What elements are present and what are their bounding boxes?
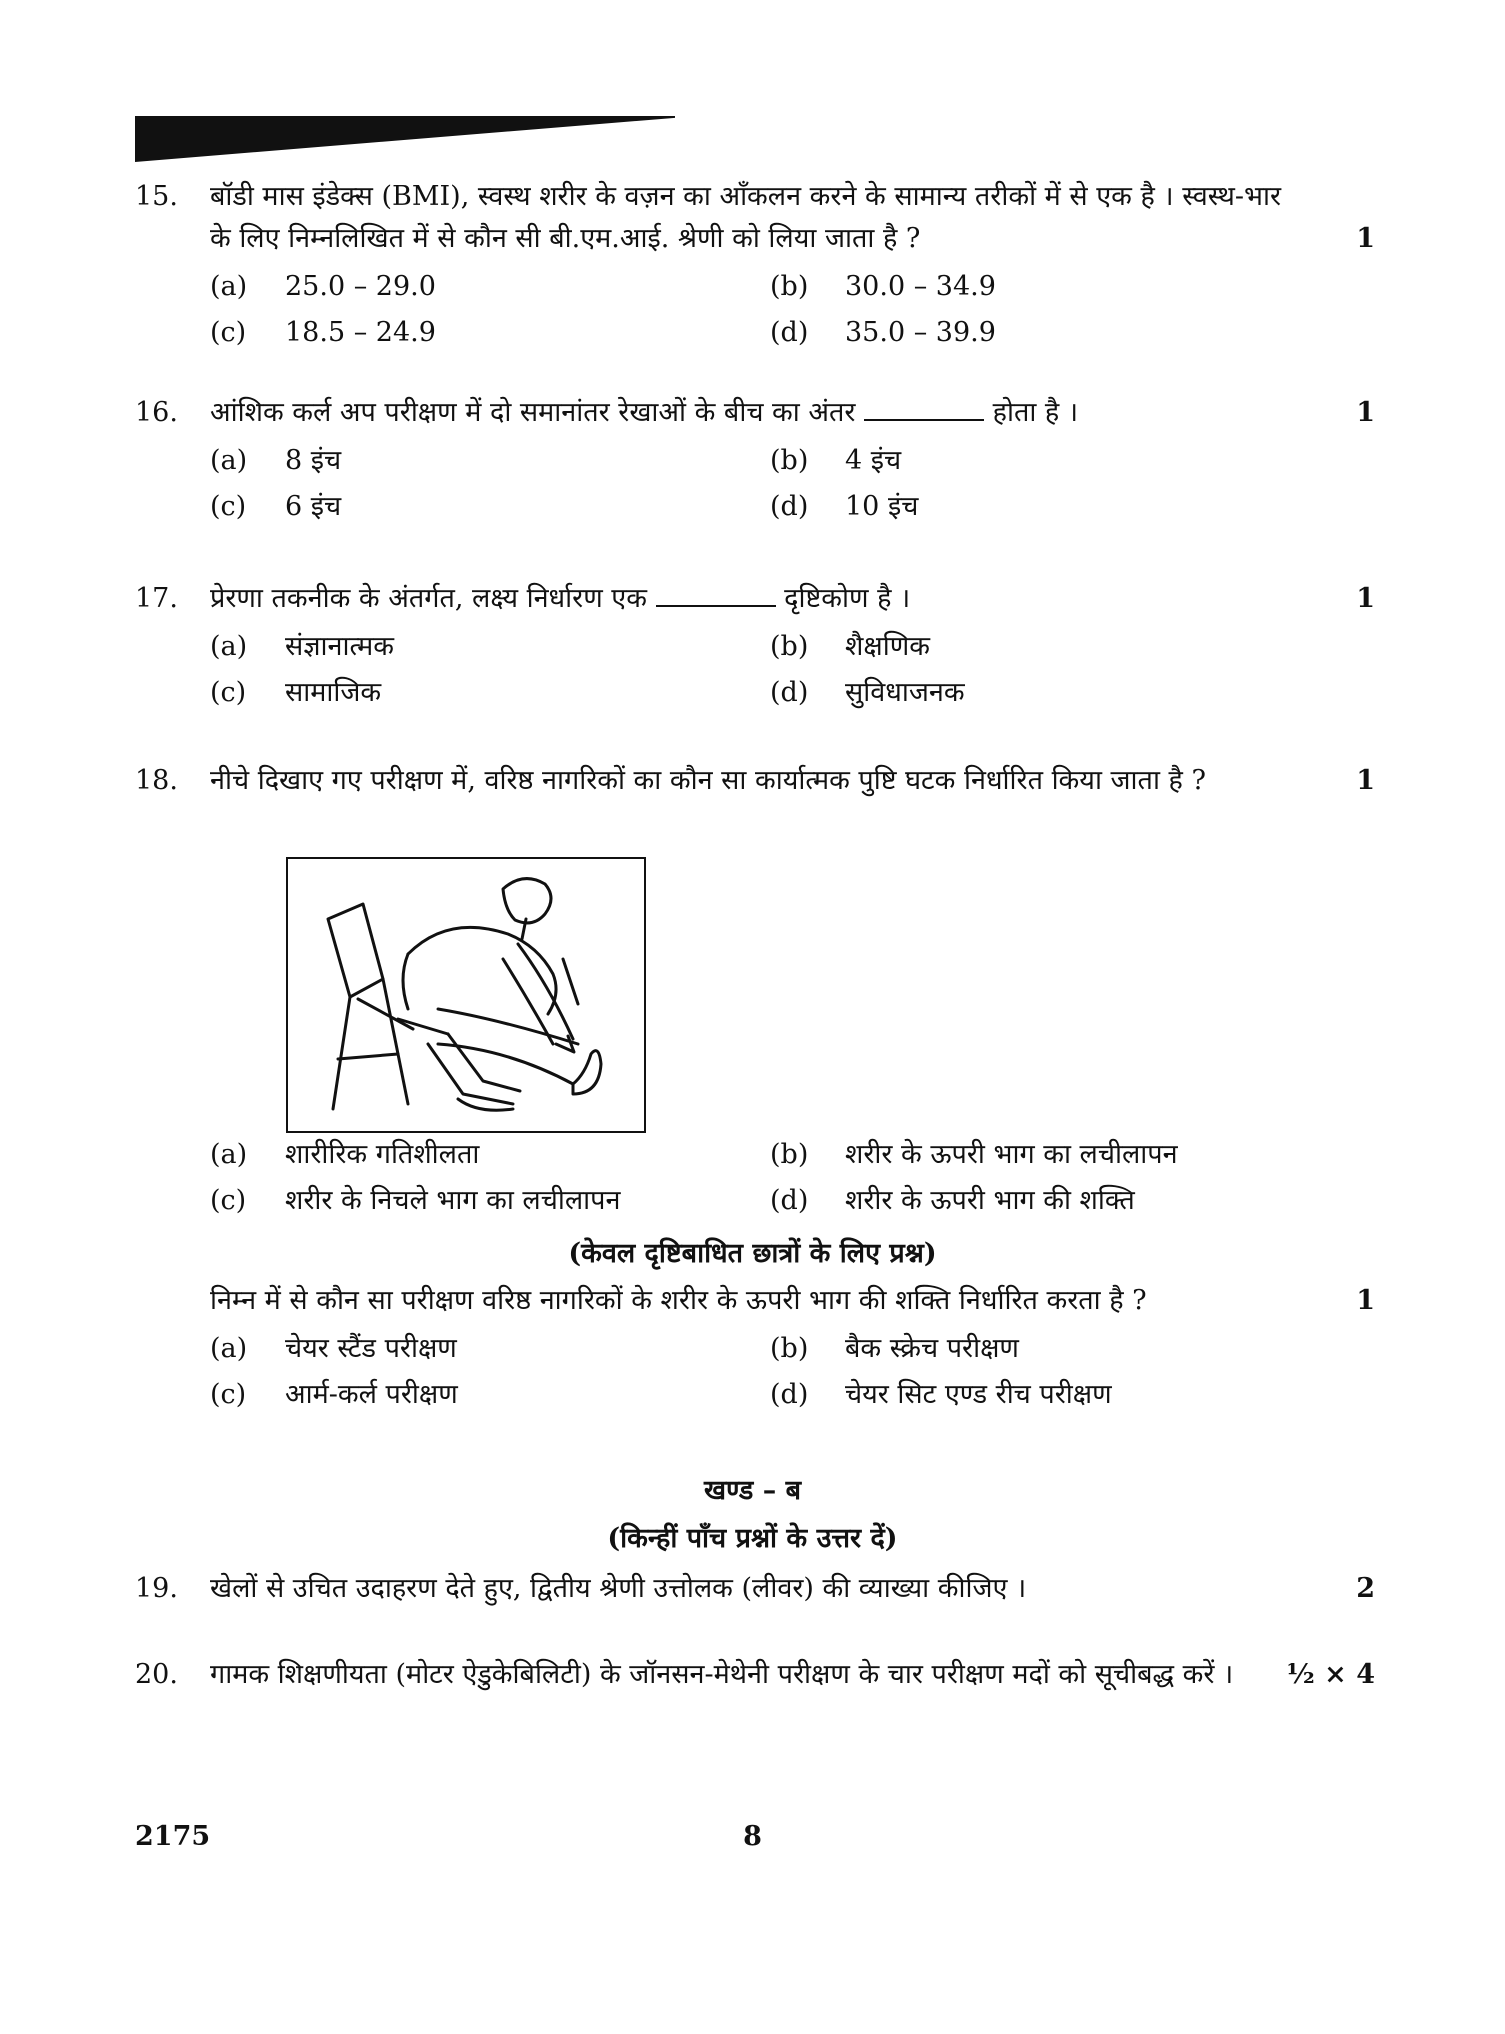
option-b bbox=[770, 266, 1330, 308]
option-a bbox=[210, 1134, 770, 1176]
question-marks: 1 bbox=[1356, 223, 1375, 254]
option-text: 8 इंच bbox=[285, 445, 342, 476]
option-c bbox=[210, 312, 770, 354]
question-text-before: आंशिक कर्ल अप परीक्षण में दो समानांतर रेखाओं के बीच का अंतर bbox=[210, 397, 856, 428]
option-label: (c) bbox=[210, 1185, 247, 1216]
option-b bbox=[770, 440, 1330, 482]
option-d bbox=[770, 312, 1330, 354]
option-a bbox=[210, 266, 770, 308]
option-d bbox=[770, 486, 1330, 528]
option-label: (a) bbox=[210, 1139, 248, 1170]
visually-impaired-heading: (केवल दृष्टिबाधित छात्रों के लिए प्रश्न) bbox=[568, 1238, 937, 1269]
question-number: 18. bbox=[135, 765, 178, 796]
option-c bbox=[210, 1374, 770, 1416]
option-label: (b) bbox=[770, 1139, 809, 1170]
option-label: (c) bbox=[210, 1379, 247, 1410]
option-label: (b) bbox=[770, 631, 809, 662]
question-number: 20. bbox=[135, 1659, 178, 1690]
option-d bbox=[770, 672, 1330, 714]
option-a bbox=[210, 1328, 770, 1370]
option-label: (c) bbox=[210, 491, 247, 522]
question-marks: 1 bbox=[1356, 583, 1375, 614]
option-text: 30.0 – 34.9 bbox=[845, 271, 996, 302]
option-label: (c) bbox=[210, 317, 247, 348]
option-c bbox=[210, 1180, 770, 1222]
question-text-after: होता है । bbox=[992, 397, 1079, 428]
option-label: (a) bbox=[210, 271, 248, 302]
option-b bbox=[770, 1328, 1330, 1370]
question-18 bbox=[135, 760, 1375, 802]
question-17 bbox=[135, 578, 1375, 714]
options-list bbox=[210, 626, 1375, 714]
page-number: 8 bbox=[743, 1821, 762, 1852]
question-15 bbox=[135, 176, 1375, 354]
question-marks: 1 bbox=[1356, 765, 1375, 796]
option-label: (d) bbox=[770, 1185, 809, 1216]
option-text: 4 इंच bbox=[845, 445, 902, 476]
fill-blank bbox=[656, 581, 776, 607]
option-c bbox=[210, 486, 770, 528]
question-16 bbox=[135, 392, 1375, 528]
question-18-options bbox=[135, 1134, 1375, 1222]
option-label: (a) bbox=[210, 1333, 248, 1364]
option-b bbox=[770, 626, 1330, 668]
question-text: बॉडी मास इंडेक्स (BMI), स्वस्थ शरीर के वज़न का आँकलन करने के सामान्य तरीकों में से एक है । स्वस्थ-भार के लिए निम्नलिखित में से कौन सी बी.एम.आई. श्रेणी को लिया जाता है ? bbox=[210, 181, 1282, 254]
chair-sit-reach-figure-icon bbox=[288, 859, 644, 1131]
option-text: सुविधाजनक bbox=[845, 677, 965, 708]
question-19 bbox=[135, 1568, 1375, 1610]
option-label: (a) bbox=[210, 445, 248, 476]
question-marks: 1 bbox=[1356, 1285, 1375, 1316]
section-title: खण्ड – ब bbox=[703, 1475, 802, 1506]
question-text-before: प्रेरणा तकनीक के अंतर्गत, लक्ष्य निर्धारण एक bbox=[210, 583, 647, 614]
question-text: निम्न में से कौन सा परीक्षण वरिष्ठ नागरिकों के शरीर के ऊपरी भाग की शक्ति निर्धारित करता है ? bbox=[210, 1285, 1147, 1316]
question-text: खेलों से उचित उदाहरण देते हुए, द्वितीय श्रेणी उत्तोलक (लीवर) की व्याख्या कीजिए । bbox=[210, 1573, 1027, 1604]
header-black-bar bbox=[135, 116, 675, 162]
option-text: आर्म-कर्ल परीक्षण bbox=[285, 1379, 458, 1410]
option-b bbox=[770, 1134, 1330, 1176]
question-number: 19. bbox=[135, 1573, 178, 1604]
option-text: सामाजिक bbox=[285, 677, 382, 708]
question-20 bbox=[135, 1654, 1375, 1696]
options-list bbox=[210, 1134, 1375, 1222]
option-label: (a) bbox=[210, 631, 248, 662]
option-text: संज्ञानात्मक bbox=[285, 631, 394, 662]
option-text: शरीर के निचले भाग का लचीलापन bbox=[285, 1185, 621, 1216]
option-label: (d) bbox=[770, 1379, 809, 1410]
option-c bbox=[210, 672, 770, 714]
option-text: शैक्षणिक bbox=[845, 631, 930, 662]
question-number: 17. bbox=[135, 583, 178, 614]
option-text: 25.0 – 29.0 bbox=[285, 271, 436, 302]
option-a bbox=[210, 440, 770, 482]
option-label: (d) bbox=[770, 677, 809, 708]
option-label: (c) bbox=[210, 677, 247, 708]
question-text: गामक शिक्षणीयता (मोटर ऐडुकेबिलिटी) के जॉनसन-मेथेनी परीक्षण के चार परीक्षण मदों को सूचीबद्ध करें । bbox=[210, 1659, 1234, 1690]
options-list bbox=[210, 266, 1375, 354]
option-text: शरीर के ऊपरी भाग की शक्ति bbox=[845, 1185, 1135, 1216]
question-marks: 2 bbox=[1356, 1573, 1375, 1604]
options-list bbox=[210, 1328, 1375, 1416]
chair-sit-reach-illustration bbox=[286, 857, 646, 1133]
question-text: नीचे दिखाए गए परीक्षण में, वरिष्ठ नागरिकों का कौन सा कार्यात्मक पुष्टि घटक निर्धारित किया जाता है ? bbox=[210, 765, 1206, 796]
question-number: 16. bbox=[135, 397, 178, 428]
question-marks: 1 bbox=[1356, 397, 1375, 428]
question-text bbox=[210, 578, 1295, 620]
question-text-after: दृष्टिकोण है । bbox=[784, 583, 911, 614]
options-list bbox=[210, 440, 1375, 528]
question-number: 15. bbox=[135, 181, 178, 212]
option-text: 35.0 – 39.9 bbox=[845, 317, 996, 348]
option-label: (d) bbox=[770, 491, 809, 522]
option-label: (d) bbox=[770, 317, 809, 348]
question-18-visually-impaired bbox=[135, 1280, 1375, 1416]
option-text: शारीरिक गतिशीलता bbox=[285, 1139, 480, 1170]
option-d bbox=[770, 1180, 1330, 1222]
section-instruction: (किन्हीं पाँच प्रश्नों के उत्तर दें) bbox=[607, 1523, 898, 1554]
option-text: शरीर के ऊपरी भाग का लचीलापन bbox=[845, 1139, 1178, 1170]
question-marks: ½ × 4 bbox=[1286, 1659, 1375, 1690]
option-text: 6 इंच bbox=[285, 491, 342, 522]
fill-blank bbox=[864, 395, 984, 421]
option-label: (b) bbox=[770, 445, 809, 476]
paper-code: 2175 bbox=[135, 1821, 211, 1852]
option-a bbox=[210, 626, 770, 668]
option-text: बैक स्क्रेच परीक्षण bbox=[845, 1333, 1019, 1364]
option-text: 18.5 – 24.9 bbox=[285, 317, 436, 348]
option-label: (b) bbox=[770, 1333, 809, 1364]
option-text: चेयर स्टैंड परीक्षण bbox=[285, 1333, 457, 1364]
question-text bbox=[210, 392, 1295, 434]
option-text: चेयर सिट एण्ड रीच परीक्षण bbox=[845, 1379, 1112, 1410]
option-d bbox=[770, 1374, 1330, 1416]
option-label: (b) bbox=[770, 271, 809, 302]
option-text: 10 इंच bbox=[845, 491, 919, 522]
